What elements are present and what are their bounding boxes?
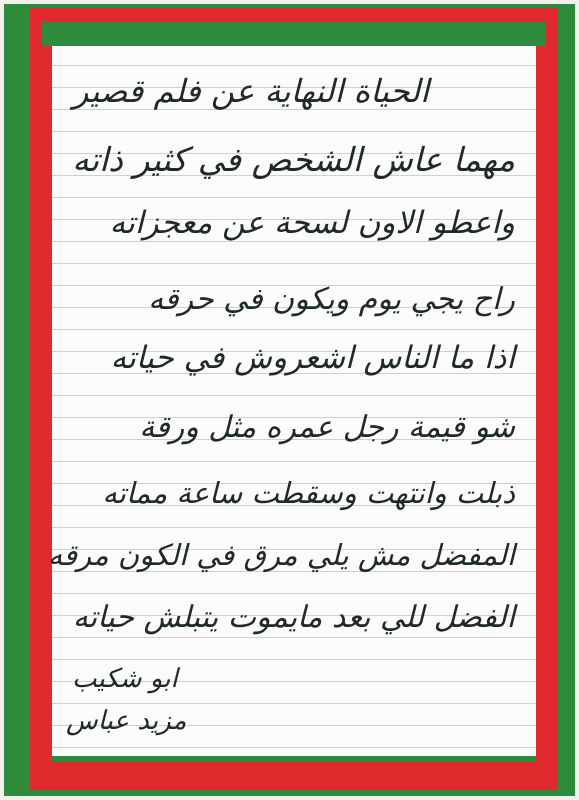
poem-line: ذبلت وانتهت وسقطت ساعة مماته	[102, 476, 515, 510]
top-green-stripe	[42, 22, 546, 46]
poem-line: مهما عاش الشخص في كثير ذاته	[72, 140, 515, 179]
poem-title: الحياة النهاية عن فلم قصير	[72, 72, 429, 110]
poem-line: اذا ما الناس اشعروش في حياته	[110, 340, 515, 376]
left-red-margin	[42, 46, 52, 770]
poem-line: واعطو الاون لسحة عن معجزاته	[109, 205, 515, 241]
right-red-margin	[536, 46, 546, 770]
poem-line: شو قيمة رجل عمره مثل ورقة	[139, 410, 515, 445]
signature-fullname: مزيد عباس	[66, 706, 187, 736]
lined-paper	[42, 22, 546, 770]
poem-line: راح يجي يوم ويكون في حرقه	[148, 282, 515, 317]
poem-line: الفضل للي بعد مايموت يتبلش حياته	[72, 600, 515, 635]
bottom-red-stripe	[42, 762, 546, 774]
poem-line: المفضل مش يلي مرق في الكون مرقه	[47, 538, 515, 572]
signature-name: ابو شكيب	[72, 664, 178, 694]
